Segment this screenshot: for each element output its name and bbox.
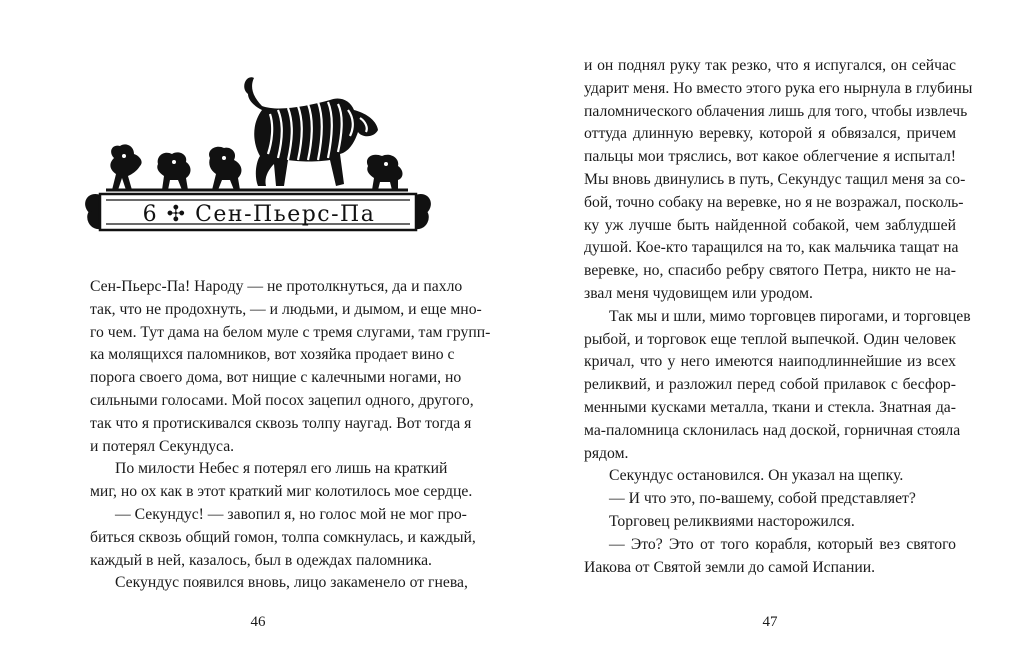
- text-line: Так мы и шли, мимо торговцев пирогами, и торговцев: [609, 307, 971, 325]
- text-line: Мы вновь двинулись в путь, Секундус тащил меня за со-: [584, 170, 966, 188]
- text-line: веревке, но, спасибо ребру святого Петра, никто не на-: [584, 262, 956, 280]
- text-line: паломнического облачения лишь для того, чтобы извлечь: [584, 102, 968, 120]
- text-line: и он поднял руку так резко, что я испугался, он сейчас: [584, 57, 956, 74]
- text-line: и потерял Секундуса.: [90, 437, 235, 455]
- chapter-separator-icon: ✣: [166, 202, 187, 227]
- text-line: менными кусками металла, ткани и стекла. Знатная да-: [584, 398, 956, 416]
- text-line: Иакова от Святой земли до самой Испании.: [584, 558, 876, 576]
- striped-dog-drawing: [244, 77, 378, 186]
- text-line: — Это? Это от того корабля, который вез святого: [609, 535, 956, 553]
- text-line: биться сквозь общий гомон, толпа сомкнулась, и каждый,: [90, 528, 476, 546]
- text-line: звал меня чудовищем или уродом.: [584, 284, 813, 302]
- text-line: каждый в ней, казалось, был в одеждах паломника.: [90, 551, 432, 569]
- text-line: Секундус остановился. Он указал на щепку.: [609, 467, 904, 485]
- text-line: рыбой, и торговок еще теплой выпечкой. Один человек: [584, 330, 956, 348]
- puppy-drawing-2: [157, 152, 190, 190]
- chapter-number: 6: [142, 202, 159, 227]
- text-line: рядом.: [584, 444, 629, 462]
- text-line: Секундус появился вновь, лицо закаменело от гнева,: [115, 574, 468, 592]
- text-line: — Секундус! — завопил я, но голос мой не мог про-: [115, 505, 467, 523]
- left-page-text: [90, 276, 491, 595]
- text-line: — И что это, по-вашему, собой представляет?: [609, 490, 916, 508]
- text-line: ка молящихся паломников, вот хозяйка продает вино с: [90, 346, 455, 364]
- text-line: пальцы мои тряслись, вот какое облегчение я испытал!: [584, 148, 956, 166]
- page-number: 46: [250, 614, 266, 630]
- text-line: По милости Небес я потерял его лишь на краткий: [115, 460, 448, 478]
- text-line: ку уж лучше быть найденной собакой, чем заблудшей: [584, 216, 956, 234]
- text-line: ма-паломница склонилась над доской, горничная стояла: [584, 421, 961, 439]
- text-line: Сен-Пьерс-Па! Народу — не протолкнуться, да и пахло: [90, 278, 463, 295]
- chapter-title-text: Сен-Пьерс-Па: [195, 202, 376, 227]
- right-page-text: [584, 55, 973, 579]
- chapter-title: [84, 202, 434, 227]
- text-line: оттуда длинную веревку, которой я обвязался, причем: [584, 125, 956, 143]
- right-page: [512, 0, 1024, 665]
- text-line: кричал, что у него имеются наиподлиннейшие из всех: [584, 353, 956, 371]
- text-line: Торговец реликвиями насторожился.: [609, 512, 855, 530]
- text-line: бой, точно собаку на веревке, но я не возражал, посколь-: [584, 193, 964, 211]
- text-line: так что я протискивался сквозь толпу наугад. Вот тогда я: [90, 414, 472, 432]
- text-line: так, что не продохнуть, — и людьми, и дымом, и еще мно-: [90, 300, 482, 318]
- text-line: ударит меня. Но вместо этого рука его нырнула в глубины: [584, 79, 973, 97]
- puppy-drawing-1: [110, 144, 141, 190]
- puppy-drawing-3: [209, 147, 241, 190]
- page-number: 47: [762, 614, 778, 630]
- text-line: го чем. Тут дама на белом муле с тремя слугами, там групп-: [90, 323, 491, 341]
- text-line: порога своего дома, вот нищие с калечными ногами, но: [90, 369, 462, 387]
- text-line: миг, но ох как в этот краткий миг колотилось мое сердце.: [90, 483, 473, 501]
- text-line: сильными голосами. Мой посох зацепил одного, другого,: [90, 391, 474, 409]
- text-line: душой. Кое-кто таращился на то, как мальчика тащат на: [584, 239, 959, 257]
- puppy-drawing-4: [367, 155, 403, 190]
- text-line: реликвий, и разложил перед собой прилавок с бесфор-: [584, 376, 956, 394]
